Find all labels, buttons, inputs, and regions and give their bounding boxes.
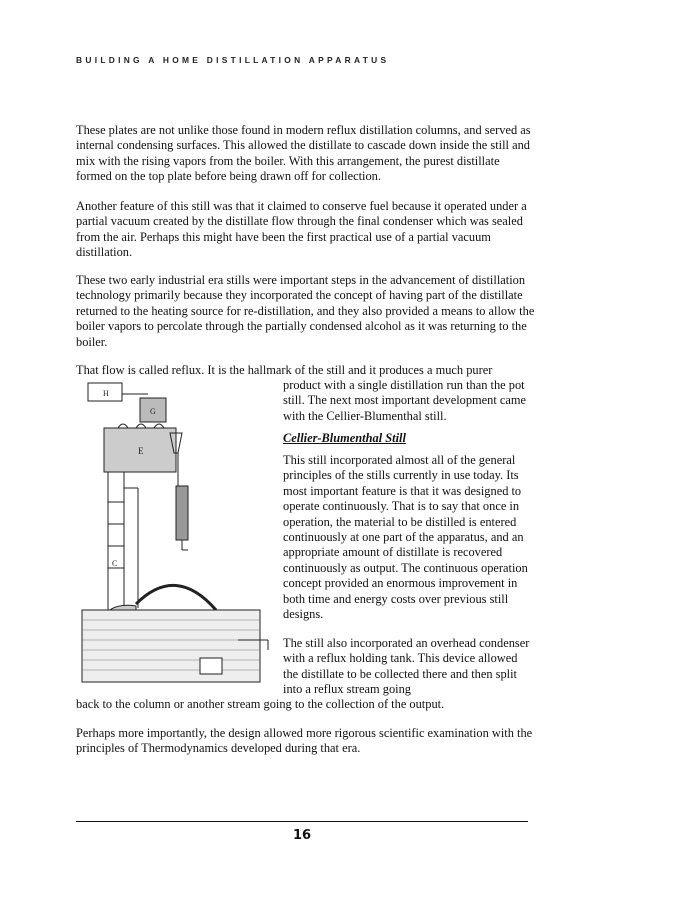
paragraph-thermodynamics: Perhaps more importantly, the design allowed more rigorous scientific examination with the principles of Thermodynamics developed during that era.: [76, 726, 533, 756]
section-heading-cellier-blumenthal: Cellier-Blumenthal Still: [283, 431, 406, 445]
label-c: C: [112, 559, 118, 568]
paragraph-condenser: The still also incorporated an overhead condenser with a reflux holding tank. This device allowed the distillate to be collected there and then split into a reflux stream going: [283, 636, 530, 697]
label-h: H: [103, 389, 109, 398]
label-g: G: [150, 407, 156, 416]
still-illustration: [78, 378, 278, 686]
label-e: E: [138, 446, 144, 456]
paragraph-industrial-stills: These two early industrial era stills were important steps in the advancement of distillation technology primarily because they incorporated the concept of having part of the distillate returned to the heating source for re-distillation, and they also provided a means to allow the boiler vapors to percolate through the partially condensed alcohol as it was returning to the boiler.: [76, 273, 535, 349]
paragraph-plates: These plates are not unlike those found in modern reflux distillation columns, and served as internal condensing surfaces. This allowed the distillate to cascade down inside the still and mix with the rising vapors from the boiler. With this arrangement, the purest distillate formed on the top plate before being drawn off for collection.: [76, 123, 531, 184]
running-header: BUILDING A HOME DISTILLATION APPARATUS: [76, 55, 390, 65]
paragraph-reflux-start: That flow is called reflux. It is the hallmark of the still and it produces a much purer: [76, 363, 493, 377]
paragraph-condenser-end: back to the column or another stream going to the collection of the output.: [76, 697, 445, 711]
paragraph-fuel: Another feature of this still was that it claimed to conserve fuel because it operated under a partial vacuum created by the distillate flow through the final condenser which was sealed from the air. Perhaps this might have been the first practical use of a partial vacuum distillation.: [76, 199, 527, 260]
paragraph-continuous: This still incorporated almost all of the general principles of the stills currently in use today. Its most important feature is that it was designed to operate continuously. That is to say that once in operation, the material to be distilled is entered continuously at one part of the apparatus, and an appropriate amount of distillate is recovered continuously as output. The continuous operation concept provided an enormous improvement in both time and energy costs over previous still designs.: [283, 453, 528, 622]
page-number: 16: [292, 828, 312, 843]
paragraph-reflux-rest: product with a single distillation run than the pot still. The next most important development came with the Cellier-Blumenthal still.: [283, 378, 527, 423]
footer-rule: [76, 821, 528, 822]
